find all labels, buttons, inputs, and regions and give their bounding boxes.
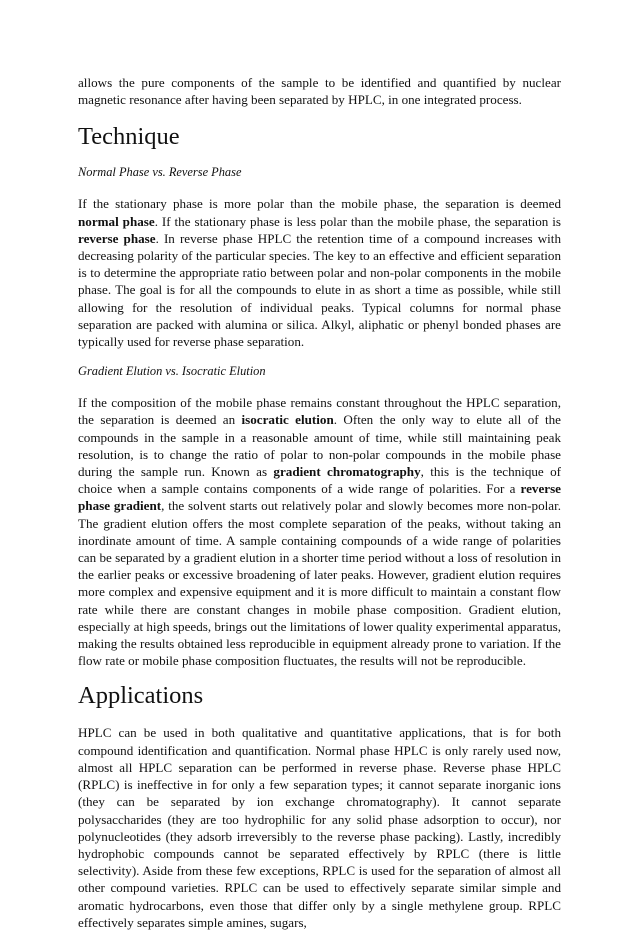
applications-paragraph: HPLC can be used in both qualitative and quantitative applications, that is for both compound identification and quantification. Normal phase HPLC is only rarely used now, almost all HPLC separation can be performed in reverse phase. Reverse phase HPLC (RPLC) is ineffective in for only a few separation types; it cannot separate inorganic ions (they can be separated by ion exchange chromatography). It cannot separate polysaccharides (they are too hydrophilic for any solid phase adsorption to occur), nor polynucleotides (they adsorb irreversibly to the reverse phase packing). Lastly, incredibly hydrophobic compounds cannot be separated effectively by RPLC (there is little selectivity). Aside from these few exceptions, RPLC is used for the separation of almost all other compound varieties. RPLC can be used to effectively separate similar simple and aromatic hydrocarbons, even those that differ only by a single methylene group. RPLC effectively separates simple amines, sugars,	[78, 725, 561, 930]
gradient-isocratic-paragraph	[78, 394, 561, 669]
gradient-isocratic-subheading: Gradient Elution vs. Isocratic Elution	[78, 364, 266, 379]
document-page	[78, 74, 561, 931]
term-reverse-phase-gradient: reverse phase gradient	[78, 481, 561, 514]
text-run: . Often the only way to elute all of the compounds in the sample in a reasonable amount of time, while still maintaining peak resolution, is to change the ratio of polar to non-polar compounds in the mobile phase during the sample run. Known as	[78, 412, 561, 480]
term-reverse-phase: reverse phase	[78, 230, 156, 246]
term-gradient-chromatography: gradient chromatography	[273, 464, 421, 480]
term-isocratic-elution: isocratic elution	[241, 412, 334, 428]
text-run: If the stationary phase is more polar than the mobile phase, the separation is deemed	[78, 196, 561, 212]
text-run: . If the stationary phase is less polar than the mobile phase, the separation is	[154, 213, 561, 229]
normal-reverse-paragraph	[78, 195, 561, 350]
term-normal-phase: normal phase	[78, 213, 155, 229]
technique-heading: Technique	[78, 123, 180, 151]
normal-reverse-subheading: Normal Phase vs. Reverse Phase	[78, 165, 242, 180]
applications-heading: Applications	[78, 682, 204, 710]
text-run: . In reverse phase HPLC the retention time of a compound increases with decreasing polarity of the particular species. The key to an effective and efficient separation is to determine the appropriate ratio between polar and non-polar components in the mobile phase. The goal is for all the compounds to elute in as short a time as possible, while still allowing for the resolution of individual peaks. Typical columns for normal phase separation are packed with alumina or silica. Alkyl, aliphatic or phenyl bonded phases are typically used for reverse phase separation.	[78, 230, 561, 350]
text-run: , the solvent starts out relatively polar and slowly becomes more non-polar. The gradient elution offers the most complete separation of the peaks, without taking an inordinate amount of time. A sample containing compounds of a wide range of polarities can be separated by a gradient elution in a shorter time period without a loss of resolution in the earlier peaks or excessive broadening of later peaks. However, gradient elution requires more complex and expensive equipment and it is more difficult to maintain a constant flow rate while there are constant changes in mobile phase composition. Gradient elution, especially at high speeds, brings out the limitations of lower quality experimental apparatus, making the results obtained less reproducible in equipment already prone to variation. If the flow rate or mobile phase composition fluctuates, the results will not be reproducible.	[78, 498, 561, 669]
text-run: If the composition of the mobile phase remains constant throughout the HPLC separation, the separation is deemed an	[78, 395, 561, 428]
intro-paragraph: allows the pure components of the sample to be identified and quantified by nuclear magnetic resonance after having been separated by HPLC, in one integrated process.	[78, 75, 561, 108]
text-run: , this is the technique of choice when a sample contains components of a wide range of polarities. For a	[78, 464, 561, 497]
